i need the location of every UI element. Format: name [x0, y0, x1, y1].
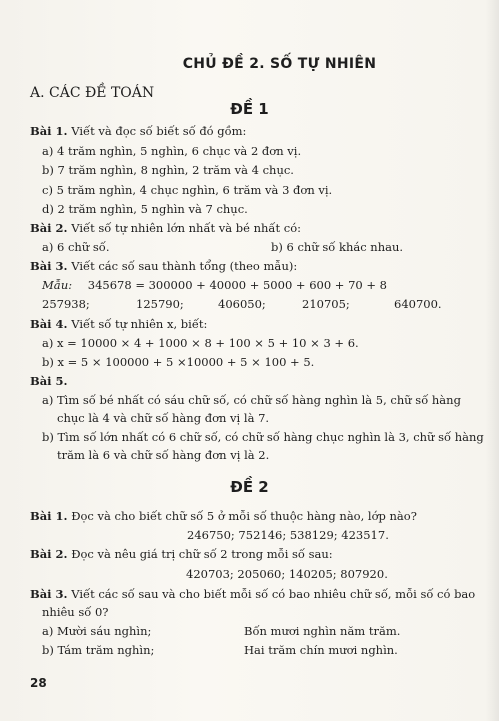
de1-bai4-b: b) x = 5 × 100000 + 5 ×10000 + 5 × 100 + 5.: [42, 355, 315, 369]
de1-bai1-text: Viết và đọc số biết số đó gồm:: [71, 124, 247, 138]
de2-bai3-a-left: a) Mười sáu nghìn;: [42, 624, 152, 638]
de1-bai5-b-line1: b) Tìm số lớn nhất có 6 chữ số, có chữ số hàng chục nghìn là 3, chữ số hàng: [42, 430, 484, 444]
de1-bai5-b-line2: trăm là 6 và chữ số hàng đơn vị là 2.: [57, 448, 270, 462]
de1-bai5-a-line1: a) Tìm số bé nhất có sáu chữ số, có chữ số hàng nghìn là 5, chữ số hàng: [42, 393, 461, 407]
de1-bai3-mau-expr: 345678 = 300000 + 40000 + 5000 + 600 + 70 + 8: [87, 278, 387, 292]
de1-bai1-item-d: d) 2 trăm nghìn, 5 nghìn và 7 chục.: [42, 202, 248, 216]
de1-bai3-text: Viết các số sau thành tổng (theo mẫu):: [71, 259, 298, 273]
de2-bai3: [30, 587, 475, 601]
de1-bai4-text: Viết số tự nhiên x, biết:: [71, 317, 208, 331]
de2-bai1-label: Bài 1.: [30, 509, 68, 523]
de1-bai3-number: 210705;: [302, 297, 350, 311]
de1-bai4: [30, 317, 207, 331]
de1-bai1-item-b: b) 7 trăm nghìn, 8 nghìn, 2 trăm và 4 chục.: [42, 163, 294, 177]
topic-title: CHỦ ĐỀ 2. SỐ TỰ NHIÊN: [182, 56, 377, 72]
de2-bai1: [30, 509, 417, 523]
de1-bai3-number: 406050;: [218, 297, 266, 311]
de2-bai3-b-left: b) Tám trăm nghìn;: [42, 643, 155, 657]
de2-title: ĐỀ 2: [230, 478, 269, 496]
de1-bai3-number: 640700.: [394, 297, 442, 311]
de2-bai2-label: Bài 2.: [30, 547, 68, 561]
de2-bai2: [30, 547, 333, 561]
de1-bai2-text: Viết số tự nhiên lớn nhất và bé nhất có:: [71, 221, 301, 235]
de1-bai2-b: b) 6 chữ số khác nhau.: [271, 240, 404, 254]
de1-bai4-label: Bài 4.: [30, 317, 68, 331]
de2-bai3-text-line2: nhiêu số 0?: [42, 605, 109, 619]
de2-bai1-numbers: 246750; 752146; 538129; 423517.: [187, 528, 389, 542]
de2-bai3-text-line1: Viết các số sau và cho biết mỗi số có bao nhiêu chữ số, mỗi số có bao: [71, 587, 476, 601]
de1-bai2: [30, 221, 301, 235]
de1-bai1-label: Bài 1.: [30, 124, 68, 138]
de1-bai1-item-c: c) 5 trăm nghìn, 4 chục nghìn, 6 trăm và 3 đơn vị.: [42, 183, 333, 197]
de1-bai3-number: 257938;: [42, 297, 90, 311]
de1-bai2-label: Bài 2.: [30, 221, 68, 235]
de2-bai2-numbers: 420703; 205060; 140205; 807920.: [186, 567, 388, 581]
de2-bai2-text: Đọc và nêu giá trị chữ số 2 trong mỗi số sau:: [71, 547, 333, 561]
de1-bai1-item-a: a) 4 trăm nghìn, 5 nghìn, 6 chục và 2 đơn vị.: [42, 144, 302, 158]
page-number: 28: [30, 676, 47, 690]
de1-bai3-number: 125790;: [136, 297, 184, 311]
de1-bai4-a: a) x = 10000 × 4 + 1000 × 8 + 100 × 5 + 10 × 3 + 6.: [42, 336, 359, 350]
de1-bai1: [30, 124, 246, 138]
de1-bai5-label: Bài 5.: [30, 374, 68, 388]
de1-title: ĐỀ 1: [230, 100, 269, 118]
de2-bai3-b-right: Hai trăm chín mươi nghìn.: [244, 643, 398, 657]
de2-bai1-text: Đọc và cho biết chữ số 5 ở mỗi số thuộc hàng nào, lớp nào?: [71, 509, 417, 523]
de1-bai5-a-line2: chục là 4 và chữ số hàng đơn vị là 7.: [57, 411, 270, 425]
de1-bai3-mau-label: Mẫu:: [42, 278, 73, 292]
section-title: A. CÁC ĐỀ TOÁN: [30, 85, 155, 101]
de2-bai3-a-right: Bốn mươi nghìn năm trăm.: [244, 624, 401, 638]
de2-bai3-label: Bài 3.: [30, 587, 68, 601]
de1-bai3-example: [42, 278, 387, 292]
de1-bai3-label: Bài 3.: [30, 259, 68, 273]
de1-bai2-a: a) 6 chữ số.: [42, 240, 110, 254]
de1-bai3: [30, 259, 297, 273]
